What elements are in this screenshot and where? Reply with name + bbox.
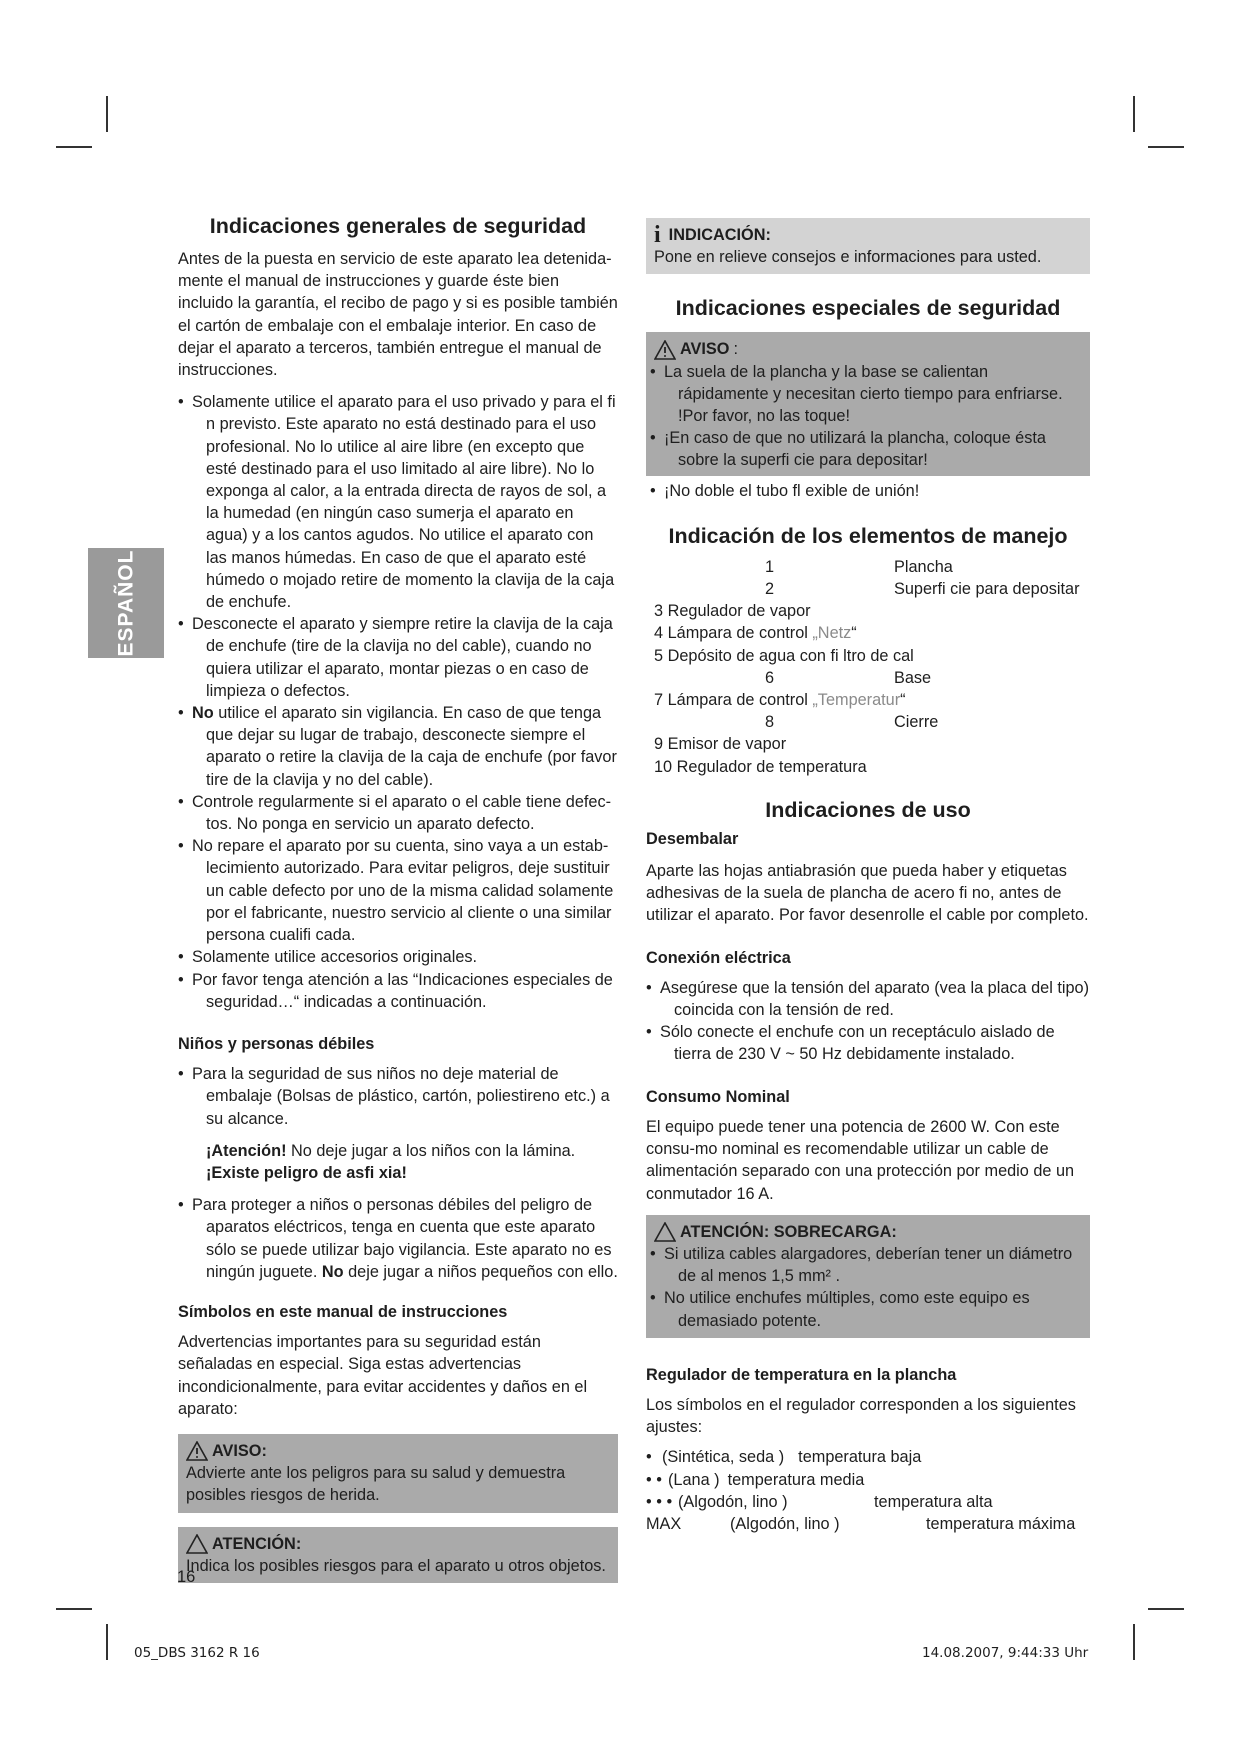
temperature-row: • • • (Algodón, lino ) temperatura alta — [646, 1492, 993, 1511]
list-item: • Desconecte el aparato y siempre retire la clavija de la caja de enchufe (tire de la clavija no del cable), cuando no quiera utilizar el aparato, montar piezas o en caso de limpieza o defectos. — [178, 613, 618, 702]
crop-mark — [56, 1608, 92, 1610]
crop-mark — [1148, 146, 1184, 148]
temperature-paragraph: Los símbolos en el regulador corresponden a los siguientes ajustes: — [646, 1395, 1076, 1437]
warning-icon — [654, 340, 676, 360]
left-column — [178, 212, 618, 1583]
consumption-heading: Consumo Nominal — [646, 1087, 790, 1106]
crop-mark — [1148, 1608, 1184, 1610]
temperature-row: • • (Lana ) temperatura media — [646, 1470, 865, 1489]
aviso-box — [178, 1434, 618, 1513]
list-item: • No utilice el aparato sin vigilancia. En caso de que tenga que dejar su lugar de trabajo, desconecte siempre el aparato o retire la clavija de la caja de enchufe (por favor tire de la clavija y no del cable). — [178, 702, 618, 791]
crop-mark — [1133, 96, 1135, 132]
list-item: 8 Cierre — [764, 713, 939, 732]
crop-mark — [1133, 1624, 1135, 1660]
list-item: • ¡No doble el tubo fl exible de unión! — [650, 480, 1090, 502]
aviso-special-box — [646, 332, 1090, 475]
list-item: • Solamente utilice el aparato para el uso privado y para el fi n previsto. Este aparato no está destinado para el uso profesional. No lo utilice al aire libre (en excepto que esté destinado para el uso limitado al aire libre). No lo exponga al calor, a la entrada directa de rayos de sol, a la humedad (en ningún caso sumerja el aparato en agua) y a los cantos agudos. No utilice el aparato con las manos húmedas. En caso de que el aparato esté húmedo o mojado retire de momento la clavija de la caja de enchufe. — [178, 391, 618, 613]
crop-mark — [106, 96, 108, 132]
list-item: 9 Emisor de vapor — [654, 735, 787, 754]
list-item: • Controle regularmente si el aparato o el cable tiene defec-tos. No ponga en servicio un aparato defecto. — [178, 791, 618, 835]
aviso-special-title: AVISO : — [654, 338, 1080, 360]
list-item: • Solamente utilice accesorios originales. — [178, 946, 618, 968]
children-list — [178, 1063, 618, 1130]
list-item: • No repare el aparato por su cuenta, sino vaya a un estab-lecimiento autorizado. Para evitar peligros, deje sustituir un cable defecto por uno de la misma calidad solamente por el fabricante, nuestro servicio al cliente o una similar persona cualifi cada. — [178, 835, 618, 946]
list-item: 4 Lámpara de control „Netz“ — [654, 624, 857, 643]
temperature-settings — [646, 1446, 1090, 1535]
unpacking-paragraph: Aparte las hojas antiabrasión que pueda haber y etiquetas adhesivas de la suela de plancha de acero fi no, antes de utilizar el aparato. Por favor desenrolle el cable por completo. — [646, 862, 1089, 925]
general-safety-title: Indicaciones generales de seguridad — [209, 214, 587, 238]
atencion-box-title: ATENCIÓN: — [186, 1533, 608, 1555]
overload-box — [646, 1215, 1090, 1338]
overload-box-title: ATENCIÓN: SOBRECARGA: — [654, 1221, 1080, 1243]
usage-title: Indicaciones de uso — [765, 797, 971, 822]
indicacion-box — [646, 218, 1090, 274]
list-item: • No utilice enchufes múltiples, como este equipo es demasiado potente. — [650, 1287, 1080, 1331]
list-item: • Por favor tenga atención a las “Indicaciones especiales de seguridad…“ indicadas a continuación. — [178, 969, 618, 1013]
list-item: 7 Lámpara de control „Temperatur“ — [654, 691, 906, 710]
list-item: • Para proteger a niños o personas débiles del peligro de aparatos eléctricos, tenga en cuenta que este aparato sólo se puede utilizar bajo vigilancia. Este aparato no es ningún juguete. No deje jugar a niños pequeños con ello. — [178, 1194, 618, 1283]
language-tab-label: ESPAÑOL — [114, 549, 137, 657]
right-column — [646, 218, 1090, 1535]
temperature-row: • (Sintética, seda ) temperatura baja — [646, 1448, 922, 1467]
atencion-box-text: Indica los posibles riesgos para el aparato u otros objetos. — [186, 1556, 606, 1575]
list-item: 5 Depósito de agua con fi ltro de cal — [654, 646, 914, 665]
controls-list — [654, 556, 1090, 778]
atencion-box — [178, 1527, 618, 1583]
warning-icon — [186, 1534, 208, 1554]
info-icon: i — [654, 222, 661, 249]
warning-icon — [186, 1441, 208, 1461]
tubo-list — [650, 480, 1090, 502]
electrical-list — [646, 977, 1090, 1066]
list-item: • Para la seguridad de sus niños no deje material de embalaje (Bolsas de plástico, cartón, poliestireno etc.) a su alcance. — [178, 1063, 618, 1130]
symbols-paragraph: Advertencias importantes para su seguridad están señaladas en especial. Siga estas advertencias incondicionalmente, para evitar accidentes y daños en el aparato: — [178, 1333, 588, 1418]
list-item: 3 Regulador de vapor — [654, 602, 811, 621]
warning-icon — [654, 1222, 676, 1242]
electrical-heading: Conexión eléctrica — [646, 948, 791, 967]
temperature-row: MAX (Algodón, lino ) temperatura máxima — [646, 1514, 1076, 1533]
crop-mark — [56, 146, 92, 148]
temperature-heading: Regulador de temperatura en la plancha — [646, 1365, 957, 1384]
list-item: • ¡En caso de que no utilizará la plancha, coloque ésta sobre la superfi cie para depositar! — [650, 427, 1080, 471]
children-list-2 — [178, 1194, 618, 1283]
intro-paragraph: Antes de la puesta en servicio de este aparato lea detenida-mente el manual de instrucciones y guarde éste bien incluido la garantía, el recibo de pago y si es posible también el cartón de embalaje con el embalaje interior. En caso de dejar el aparato a terceros, también entregue el manual de instrucciones. — [178, 250, 618, 380]
list-item: • Sólo conecte el enchufe con un receptáculo aislado de tierra de 230 V ~ 50 Hz debidamente instalado. — [646, 1021, 1090, 1065]
aviso-box-title: AVISO: — [186, 1440, 608, 1462]
crop-mark — [106, 1624, 108, 1660]
aviso-box-text: Advierte ante los peligros para su salud y demuestra posibles riesgos de herida. — [186, 1464, 566, 1505]
page-number: 16 — [177, 1568, 196, 1586]
consumption-paragraph: El equipo puede tener una potencia de 2600 W. Con este consu-mo nominal es recomendable utilizar un cable de alimentación separado con una protección por medio de un conmutador 16 A. — [646, 1117, 1075, 1203]
indicacion-box-title: i INDICACIÓN: — [654, 222, 771, 249]
special-safety-title: Indicaciones especiales de seguridad — [675, 296, 1061, 321]
overload-list — [650, 1243, 1080, 1332]
suffocation-warning: ¡Atención! No deje jugar a los niños con la lámina. ¡Existe peligro de asfi xia! — [206, 1141, 576, 1182]
list-item: 2 Superfi cie para depositar — [764, 580, 1080, 599]
list-item: 10 Regulador de temperatura — [654, 757, 867, 776]
list-item: • La suela de la plancha y la base se calientan rápidamente y necesitan cierto tiempo para enfriarse. !Por favor, no las toque! — [650, 361, 1080, 428]
list-item: • Asegúrese que la tensión del aparato (vea la placa del tipo) coincida con la tensión de red. — [646, 977, 1090, 1021]
children-heading: Niños y personas débiles — [178, 1034, 375, 1053]
footer-timestamp: 14.08.2007, 9:44:33 Uhr — [922, 1645, 1089, 1661]
safety-list — [178, 391, 618, 1013]
controls-title: Indicación de los elementos de manejo — [668, 523, 1068, 548]
symbols-heading: Símbolos en este manual de instrucciones — [178, 1302, 508, 1321]
list-item: 6 Base — [764, 668, 932, 687]
aviso-special-list — [650, 361, 1080, 472]
unpacking-heading: Desembalar — [646, 829, 739, 848]
list-item: • Si utiliza cables alargadores, deberían tener un diámetro de al menos 1,5 mm² . — [650, 1243, 1080, 1287]
footer-file-info: 05_DBS 3162 R 16 — [134, 1645, 260, 1661]
language-tab — [88, 548, 164, 658]
indicacion-box-text: Pone en relieve consejos e informaciones para usted. — [654, 248, 1042, 267]
list-item: 1 Plancha — [764, 557, 953, 576]
